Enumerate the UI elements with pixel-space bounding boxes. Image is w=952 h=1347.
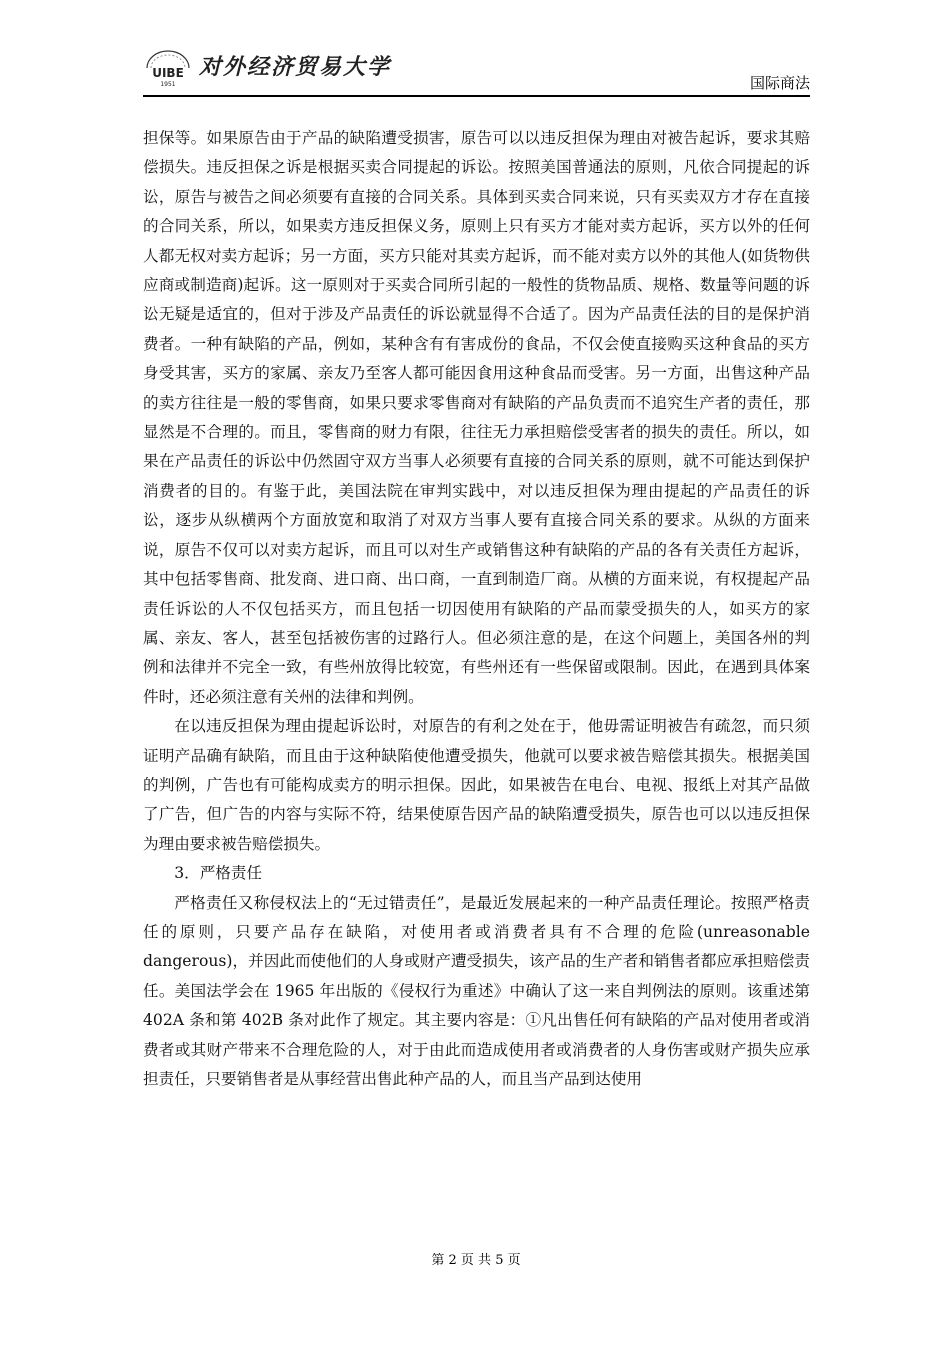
paragraph-strict-liability: 严格责任又称侵权法上的“无过错责任”，是最近发展起来的一种产品责任理论。按照严格责任的原则，只要产品存在缺陷，对使用者或消费者具有不合理的危险(unreasonable dangerous)，并因此而使他们的人身或财产遭受损失，该产品的生产者和销售者都应承担赔偿责任。美国法学会在 1965 年出版的《侵权行为重述》中确认了这一来自判例法的原则。该重述第 402A 条和第 402B 条对此作了规定。其主要内容是：①凡出售任何有缺陷的产品对使用者或消费者或其财产带来不合理危险的人，对于由此而造成使用者或消费者的人身伤害或财产损失应承担责任，只要销售者是从事经营出售此种产品的人，而且当产品到达使用 xyxy=(143,893,810,1088)
university-logo xyxy=(143,48,193,88)
course-name: 国际商法 xyxy=(749,74,810,92)
logo-abbreviation: UIBE xyxy=(152,66,184,80)
page-footer: 第 2 页 共 5 页 xyxy=(431,1253,521,1268)
paragraph-warranty-advantage: 在以违反担保为理由提起诉讼时，对原告的有利之处在于，他毋需证明被告有疏忽，而只须证明产品确有缺陷，而且由于这种缺陷使他遭受损失，他就可以要求被告赔偿其损失。根据美国的判例，广告也有可能构成卖方的明示担保。因此，如果被告在电台、电视、报纸上对其产品做了广告，但广告的内容与实际不符，结果使原告因产品的缺陷遭受损失，原告也可以以违反担保为理由要求被告赔偿损失。 xyxy=(143,717,810,853)
section-heading-strict-liability: 3．严格责任 xyxy=(174,864,263,883)
document-body xyxy=(143,124,810,1094)
university-name: 对外经济贸易大学 xyxy=(199,54,392,80)
paragraph-continuation: 担保等。如果原告由于产品的缺陷遭受损害，原告可以以违反担保为理由对被告起诉，要求其赔偿损失。违反担保之诉是根据买卖合同提起的诉讼。按照美国普通法的原则，凡依合同提起的诉讼，原告与被告之间必须要有直接的合同关系。具体到买卖合同来说，只有买卖双方才存在直接的合同关系，所以，如果卖方违反担保义务，原则上只有买方才能对卖方起诉，买方以外的任何人都无权对卖方起诉；另一方面，买方只能对其卖方起诉，而不能对卖方以外的其他人(如货物供应商或制造商)起诉。这一原则对于买卖合同所引起的一般性的货物品质、规格、数量等问题的诉讼无疑是适宜的，但对于涉及产品责任的诉讼就显得不合适了。因为产品责任法的目的是保护消费者。一种有缺陷的产品，例如，某种含有有害成份的食品，不仅会使直接购买这种食品的买方身受其害，买方的家属、亲友乃至客人都可能因食用这种食品而受害。另一方面，出售这种产品的卖方往往是一般的零售商，如果只要求零售商对有缺陷的产品负责而不追究生产者的责任，那显然是不合理的。而且，零售商的财力有限，往往无力承担赔偿受害者的损失的责任。所以，如果在产品责任的诉讼中仍然固守双方当事人必须要有直接的合同关系的原则，就不可能达到保护消费者的目的。有鉴于此，美国法院在审判实践中，对以违反担保为理由提起的产品责任的诉讼，逐步从纵横两个方面放宽和取消了对双方当事人要有直接合同关系的要求。从纵的方面来说，原告不仅可以对卖方起诉，而且可以对生产或销售这种有缺陷的产品的各有关责任方起诉，其中包括零售商、批发商、进口商、出口商，一直到制造厂商。从横的方面来说，有权提起产品责任诉讼的人不仅包括买方，而且包括一切因使用有缺陷的产品而蒙受损失的人，如买方的家属、亲友、客人，甚至包括被伤害的过路行人。但必须注意的是，在这个问题上，美国各州的判例和法律并不完全一致，有些州放得比较宽，有些州还有一些保留或限制。因此，在遇到具体案件时，还必须注意有关州的法律和判例。 xyxy=(143,129,810,706)
page-header xyxy=(143,40,810,97)
logo-year: 1951 xyxy=(160,81,176,88)
